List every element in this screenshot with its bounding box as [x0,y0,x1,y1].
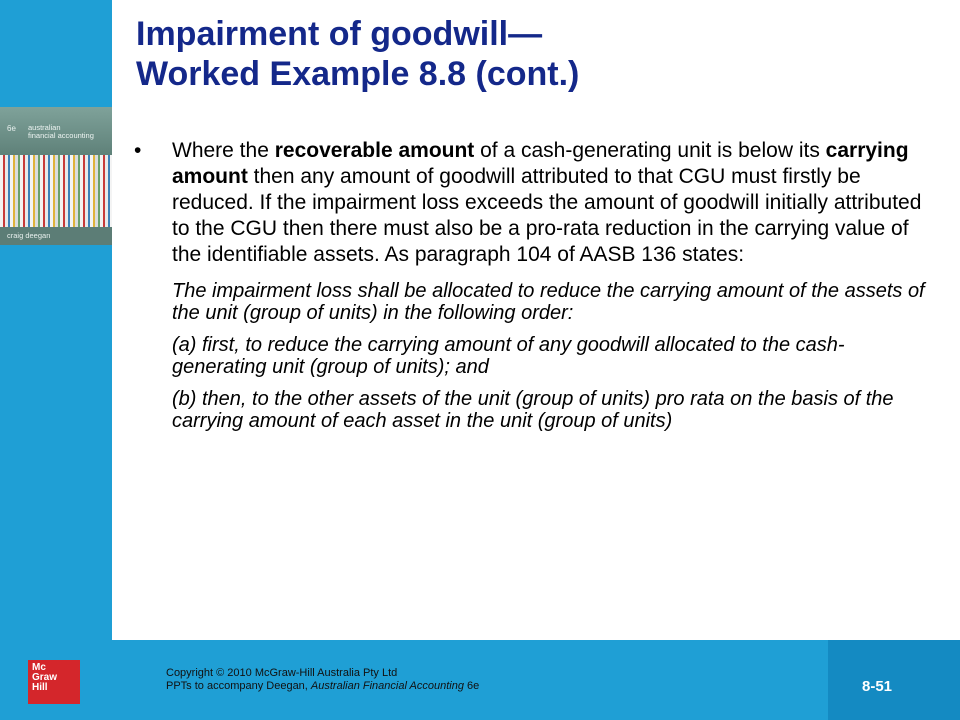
slide-title-line1: Impairment of goodwill— [136,15,543,53]
mcgraw-hill-logo [28,660,80,704]
book-title-line1: australian [28,123,61,132]
bullet-paragraph [134,138,934,268]
copyright-line2-suffix: 6e [464,680,480,692]
slide-body [134,138,934,442]
recoverable-amount-emphasis: recoverable amount [274,139,475,162]
footer-bar [0,640,960,720]
copyright-line2-prefix: PPTs to accompany Deegan, [166,680,311,692]
bullet-dot: • [134,139,142,162]
page-number-block [828,640,960,720]
logo-line3: Hill [32,682,48,693]
paragraph-text-3: then any amount of goodwill attributed to that CGU must firstly be reduced. If the impairment loss exceeds the amount of goodwill initially attributed to the CGU then there must also be a pro-rata reduction in the carrying value of the identifiable assets. As paragraph 104 of AASB 136 states: [172,165,922,266]
carrying-amount-emphasis: carrying amount [172,139,909,188]
quote-item-a: (a) first, to reduce the carrying amount of any goodwill allocated to the cash-generating unit (group of units); and [172,334,845,378]
book-title [28,124,94,140]
paragraph-text-2: of a cash-generating unit is below its [474,139,826,162]
copyright-line2 [166,680,479,693]
logo-line2: Graw [32,672,58,683]
book-cover-image [0,107,112,245]
copyright-line1: Copyright © 2010 McGraw-Hill Australia Pty Ltd [166,667,398,679]
page-number: 8-51 [862,678,893,695]
book-cover-stripes [0,155,112,227]
aasb-quote [134,280,934,432]
quote-item-b: (b) then, to the other assets of the unit (group of units) pro rata on the basis of the carrying amount of each asset in the unit (group of units) [172,388,894,432]
book-title-italic: Australian Financial Accounting [310,680,464,692]
slide-title [136,14,936,94]
book-edition: 6e [7,124,16,133]
paragraph-text-1: Where the [172,139,275,162]
slide-title-line2: Worked Example 8.8 (cont.) [136,55,580,93]
logo-line1: Mc [32,662,46,673]
copyright-notice [166,667,479,693]
left-sidebar [0,0,112,640]
book-author: craig deegan [0,227,112,245]
book-title-line2: financial accounting [28,131,94,140]
quote-intro: The impairment loss shall be allocated to reduce the carrying amount of the assets of the unit (group of units) in the following order: [172,280,925,324]
